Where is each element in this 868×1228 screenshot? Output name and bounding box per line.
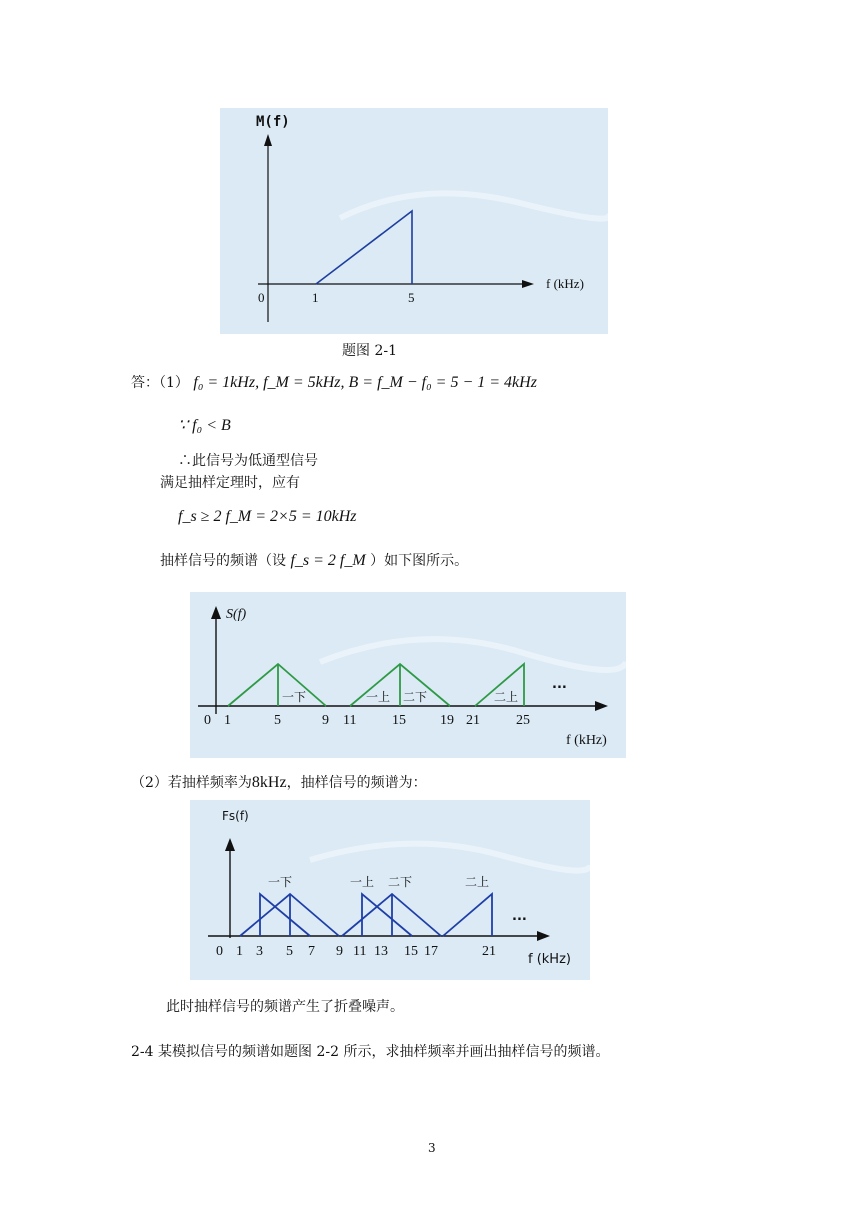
ellipsis: ... [552,677,567,692]
tick-1: 1 [224,713,231,728]
tick-17: 17 [424,944,438,959]
label-first-upper: 一上 [350,875,375,889]
conclusion: 此时抽样信号的频谱产生了折叠噪声。 [166,999,404,1015]
label-first-lower: 一下 [282,690,307,704]
equation-1: f₀ = 1kHz, f_M = 5kHz, B = f_M − f₀ = 5 − 1 = 4kHz [193,374,537,391]
tick-9: 9 [336,944,343,959]
label-second-lower: 二下 [388,875,413,889]
condition-line: 满足抽样定理时，应有 [160,475,300,491]
label-second-lower: 二下 [403,690,428,704]
tick-7: 7 [308,944,315,959]
figure-2-xlabel: f (kHz) [566,733,607,748]
part-2-intro-eq: 8kHz [251,774,287,791]
figure-1-ylabel: M(f) [256,114,290,130]
tick-11: 11 [343,713,357,728]
label-second-upper: 二上 [465,875,490,889]
part-2-intro-b: ，抽样信号的频谱为： [286,775,427,791]
spectrum-intro [160,552,468,570]
part-2-intro-a: （2）若抽样频率为 [131,775,252,791]
figure-1-caption: 题图 2-1 [342,343,397,359]
tick-0: 0 [258,290,265,305]
figure-2-background [190,592,626,758]
tick-21: 21 [482,944,496,959]
tick-5: 5 [286,944,293,959]
figure-1-plot [220,108,608,334]
ellipsis: ... [512,909,527,924]
tick-21: 21 [466,713,480,728]
figure-2-ylabel: S(f) [226,607,247,622]
figure-1-xlabel: f (kHz) [546,276,584,291]
tick-1: 1 [236,944,243,959]
tick-0: 0 [216,944,223,959]
figure-3-ylabel: Fs(f) [222,809,249,823]
tick-11: 11 [353,944,367,959]
answer-prefix: 答：（1） [131,375,189,391]
tick-5: 5 [408,290,415,305]
figure-1 [220,108,608,334]
figure-3-xlabel: f (kHz) [528,952,571,967]
answer-line-1 [131,374,537,392]
label-first-lower: 一下 [268,875,293,889]
tick-9: 9 [322,713,329,728]
page-number: 3 [428,1141,436,1155]
figure-3 [190,800,590,980]
figure-3-plot [190,800,590,980]
tick-15: 15 [392,713,406,728]
spectrum-intro-a: 抽样信号的频谱（设 [160,553,286,569]
therefore-line: ∴此信号为低通型信号 [178,453,318,469]
spectrum-intro-b: ）如下图所示。 [370,553,469,569]
equation-2: f_s ≥ 2 f_M = 2×5 = 10kHz [178,508,357,525]
because-line: ∵ f₀ < B [178,417,231,434]
tick-3: 3 [256,944,263,959]
label-second-upper: 二上 [494,690,519,704]
figure-2-plot [190,592,626,758]
tick-5: 5 [274,713,281,728]
problem-2-4: 2-4 某模拟信号的频谱如题图 2-2 所示，求抽样频率并画出抽样信号的频谱。 [131,1044,610,1060]
tick-15: 15 [404,944,418,959]
tick-25: 25 [516,713,530,728]
figure-2 [190,592,626,758]
tick-19: 19 [440,713,454,728]
tick-0: 0 [204,713,211,728]
label-first-upper: 一上 [366,690,391,704]
spectrum-intro-eq: f_s = 2 f_M [290,552,366,569]
tick-13: 13 [374,944,388,959]
part-2-intro [131,774,427,792]
tick-1: 1 [312,290,319,305]
